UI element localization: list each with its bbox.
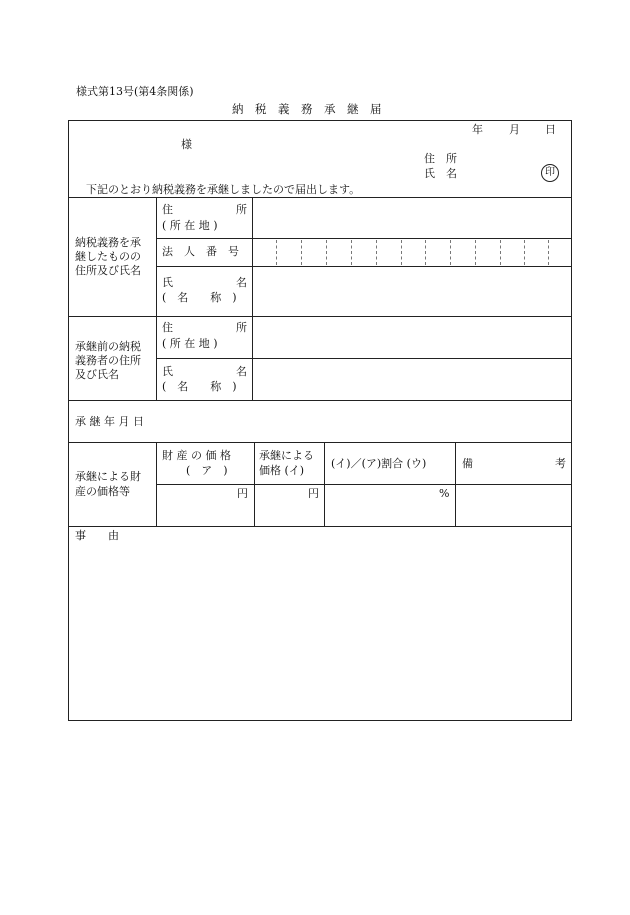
succession-date-label: 承 継 年 月 日 bbox=[75, 415, 144, 428]
ratio-unit: % bbox=[439, 487, 450, 500]
corporate-number-label: 法 人 番 号 bbox=[162, 245, 239, 258]
applicant-name-label: 氏 名 bbox=[424, 167, 457, 180]
ratio-header: (イ)／(ア)割合 (ウ) bbox=[331, 457, 427, 470]
statement-text: 下記のとおり納税義務を承継しましたので届出します。 bbox=[86, 183, 361, 196]
date-month-label: 月 bbox=[509, 123, 520, 136]
date-day-label: 日 bbox=[545, 123, 556, 136]
property-value-unit: 円 bbox=[237, 487, 248, 500]
form-number: 様式第13号(第4条関係) bbox=[76, 85, 194, 98]
reason-label: 事 由 bbox=[75, 529, 119, 542]
form-title: 納 税 義 務 承 継 届 bbox=[232, 102, 382, 116]
date-year-label: 年 bbox=[472, 123, 483, 136]
succession-value-unit: 円 bbox=[308, 487, 319, 500]
applicant-address-label: 住 所 bbox=[424, 152, 457, 165]
seal-mark: 印 bbox=[541, 164, 559, 182]
addressee-suffix: 様 bbox=[181, 138, 192, 151]
